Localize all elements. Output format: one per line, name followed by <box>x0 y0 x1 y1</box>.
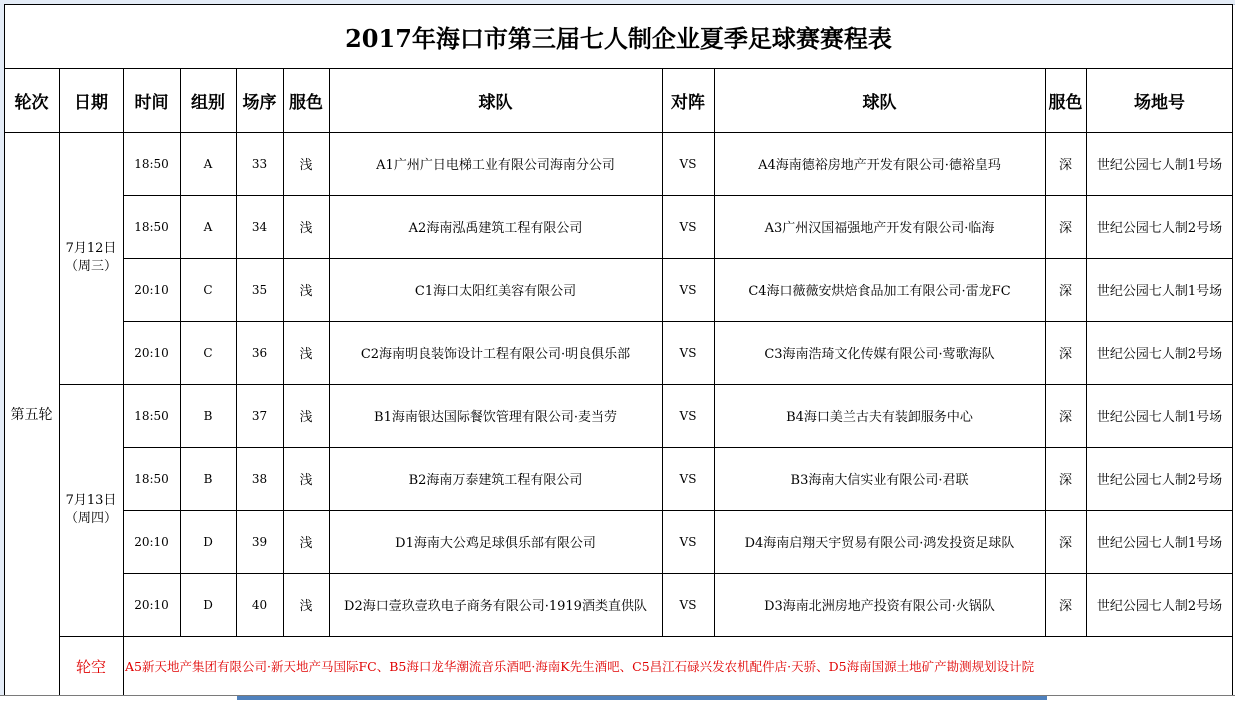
vs-label: VS <box>679 597 697 612</box>
home-kit: 浅 <box>299 158 313 173</box>
venue: 世纪公园七人制2号场 <box>1096 221 1223 236</box>
home-kit: 浅 <box>299 536 313 551</box>
match-group: C <box>203 345 213 360</box>
header-team-away: 球队 <box>862 92 897 113</box>
grid-line <box>283 68 284 132</box>
header-group: 组别 <box>191 92 225 113</box>
grid-line <box>123 132 124 696</box>
match-number: 37 <box>251 408 268 423</box>
away-kit: 深 <box>1058 536 1072 551</box>
away-team: C3海南浩琦文化传媒有限公司·莺歌海队 <box>764 347 995 362</box>
header-kit-away: 服色 <box>1048 92 1083 113</box>
header-date: 日期 <box>74 92 108 113</box>
match-number: 34 <box>251 219 268 234</box>
away-kit: 深 <box>1058 410 1072 425</box>
away-kit: 深 <box>1058 347 1072 362</box>
grid-line <box>59 384 1233 385</box>
away-team: B4海口美兰古夫有装卸服务中心 <box>786 410 973 425</box>
grid-line <box>123 510 1233 511</box>
home-team: D1海南大公鸡足球俱乐部有限公司 <box>395 536 596 551</box>
grid-line <box>180 68 181 132</box>
match-time: 18:50 <box>134 471 169 486</box>
away-team: A3广州汉国福强地产开发有限公司·临海 <box>764 221 995 236</box>
venue: 世纪公园七人制1号场 <box>1096 536 1223 551</box>
home-team: A1广州广日电梯工业有限公司海南分公司 <box>376 158 615 173</box>
grid-line <box>1045 68 1046 132</box>
match-number: 36 <box>251 345 268 360</box>
match-group: C <box>203 282 213 297</box>
home-team: C1海口太阳红美容有限公司 <box>414 284 577 299</box>
venue: 世纪公园七人制1号场 <box>1096 410 1223 425</box>
grid-line <box>4 4 5 696</box>
match-number: 40 <box>251 597 268 612</box>
vs-label: VS <box>679 345 697 360</box>
grid-line <box>4 4 1233 5</box>
match-group: D <box>203 597 213 612</box>
match-time: 18:50 <box>134 219 169 234</box>
away-kit: 深 <box>1058 158 1072 173</box>
bye-label: 轮空 <box>75 657 106 676</box>
match-group: B <box>203 408 213 423</box>
venue: 世纪公园七人制1号场 <box>1096 284 1223 299</box>
header-kit-home: 服色 <box>289 92 323 113</box>
home-kit: 浅 <box>299 221 313 236</box>
match-number: 38 <box>251 471 268 486</box>
grid-line <box>123 195 1233 196</box>
header-vs: 对阵 <box>671 92 705 113</box>
date-day: 7月13日 <box>65 493 117 508</box>
date-day: 7月12日 <box>65 241 117 256</box>
away-kit: 深 <box>1058 599 1072 614</box>
date-weekday: （周四） <box>64 511 117 526</box>
home-team: A2海南泓禹建筑工程有限公司 <box>408 221 583 236</box>
away-team: D3海南北洲房地产投资有限公司·火锅队 <box>764 599 995 614</box>
header-match-no: 场序 <box>242 92 277 113</box>
grid-line <box>4 68 1233 69</box>
grid-line <box>662 68 663 132</box>
vs-label: VS <box>679 219 697 234</box>
grid-line <box>123 573 1233 574</box>
home-team: B1海南银达国际餐饮管理有限公司·麦当劳 <box>374 410 617 425</box>
away-team: B3海南大信实业有限公司·君联 <box>790 473 969 488</box>
grid-line <box>59 132 60 696</box>
round-cell: 第五轮 <box>10 407 53 423</box>
away-kit: 深 <box>1058 473 1072 488</box>
venue: 世纪公园七人制2号场 <box>1096 473 1223 488</box>
horizontal-scrollbar[interactable] <box>237 696 1047 700</box>
venue: 世纪公园七人制1号场 <box>1096 158 1223 173</box>
match-group: A <box>203 219 213 234</box>
match-time: 20:10 <box>134 597 169 612</box>
grid-line <box>123 321 1233 322</box>
grid-line <box>1232 4 1233 696</box>
header-venue: 场地号 <box>1134 92 1185 113</box>
grid-line <box>59 636 1233 637</box>
grid-line <box>123 68 124 132</box>
venue: 世纪公园七人制2号场 <box>1096 347 1223 362</box>
grid-line <box>329 68 330 132</box>
grid-line <box>123 258 1233 259</box>
vs-label: VS <box>679 282 697 297</box>
match-group: B <box>203 471 213 486</box>
grid-line <box>236 68 237 132</box>
match-time: 18:50 <box>134 156 169 171</box>
match-time: 20:10 <box>134 345 169 360</box>
match-number: 39 <box>251 534 268 549</box>
away-team: C4海口薇薇安烘焙食品加工有限公司·雷龙FC <box>748 284 1011 299</box>
home-kit: 浅 <box>299 599 313 614</box>
home-kit: 浅 <box>299 410 313 425</box>
header-round: 轮次 <box>14 92 49 113</box>
home-kit: 浅 <box>299 347 313 362</box>
away-kit: 深 <box>1058 284 1072 299</box>
blurred-overlay <box>1044 629 1233 653</box>
match-number: 33 <box>251 156 268 171</box>
page-title: 2017年海口市第三届七人制企业夏季足球赛赛程表 <box>345 23 892 53</box>
grid-line <box>714 68 715 132</box>
schedule-table <box>4 4 1233 696</box>
grid-line <box>4 132 1233 133</box>
date-weekday: （周三） <box>64 259 117 274</box>
match-time: 20:10 <box>134 282 169 297</box>
match-number: 35 <box>251 282 268 297</box>
home-team: C2海南明良装饰设计工程有限公司·明良俱乐部 <box>360 347 631 362</box>
match-time: 20:10 <box>134 534 169 549</box>
grid-line <box>1086 68 1087 132</box>
away-team: D4海南启翔天宇贸易有限公司·鸿发投资足球队 <box>744 536 1015 551</box>
home-kit: 浅 <box>299 284 313 299</box>
match-group: D <box>203 534 213 549</box>
date-cell-1 <box>59 132 123 384</box>
header-time: 时间 <box>134 92 169 113</box>
vs-label: VS <box>679 534 697 549</box>
grid-line <box>59 68 60 132</box>
home-team: D2海口壹玖壹玖电子商务有限公司·1919酒类直供队 <box>344 599 647 614</box>
away-team: A4海南德裕房地产开发有限公司·德裕皇玛 <box>758 158 1001 173</box>
venue: 世纪公园七人制2号场 <box>1096 599 1223 614</box>
match-group: A <box>203 156 213 171</box>
grid-line <box>123 447 1233 448</box>
vs-label: VS <box>679 471 697 486</box>
match-time: 18:50 <box>134 408 169 423</box>
vs-label: VS <box>679 156 697 171</box>
home-kit: 浅 <box>299 473 313 488</box>
away-kit: 深 <box>1058 221 1072 236</box>
date-cell-2 <box>59 384 123 636</box>
bye-teams: A5新天地产集团有限公司·新天地产马国际FC、B5海口龙华潮流音乐酒吧·海南K先生酒吧、C5昌江石碌兴发农机配件店·天骄、D5海南国源土地矿产勘测规划设计院 <box>125 659 1035 674</box>
vs-label: VS <box>679 408 697 423</box>
header-team-home: 球队 <box>478 92 513 113</box>
home-team: B2海南万泰建筑工程有限公司 <box>408 473 583 488</box>
